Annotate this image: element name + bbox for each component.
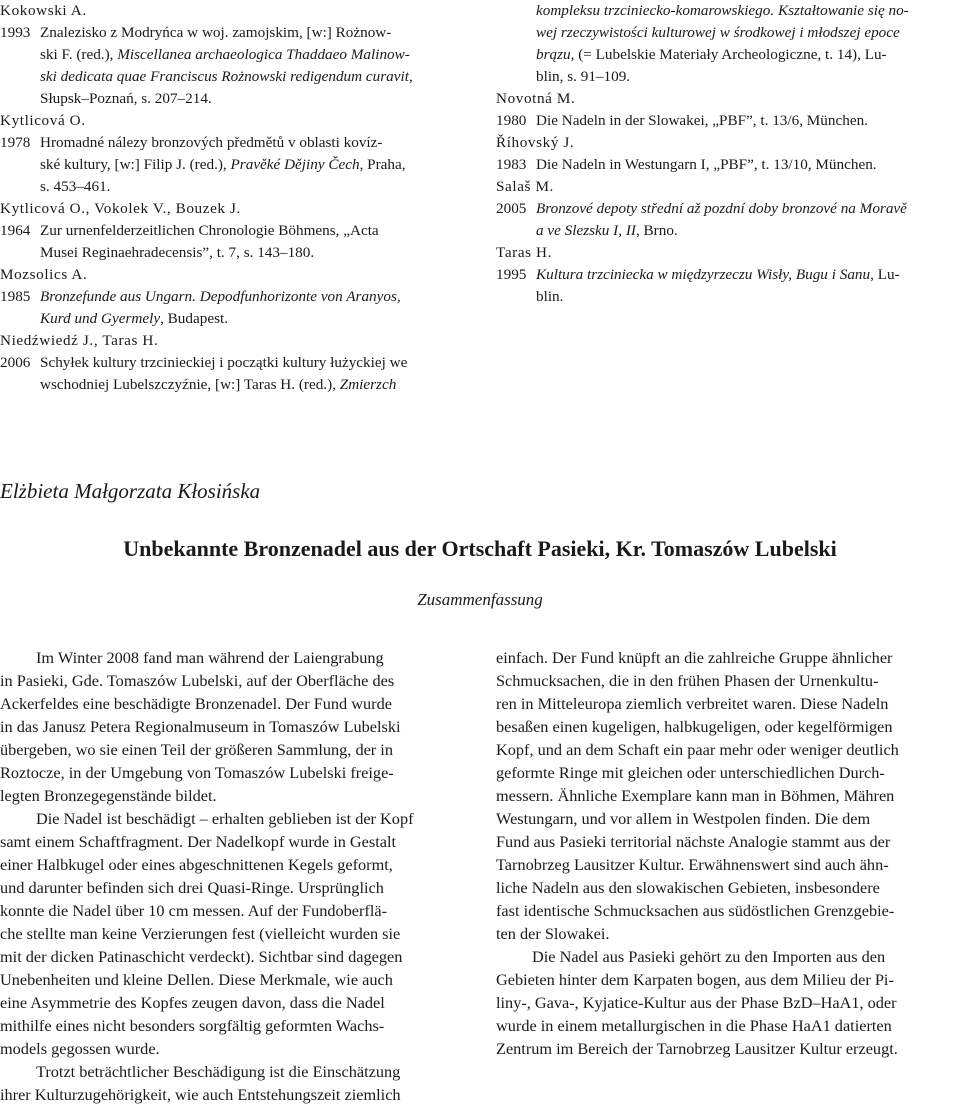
bib-italic-text: wej rzeczywistości kulturowej w środkowej i młodszej epoce: [536, 24, 900, 41]
bib-text: [536, 0, 960, 88]
bib-year: 1978: [0, 134, 31, 151]
bib-plain-text: Die Nadeln in Westungarn I, „PBF”, t. 13/10, München.: [536, 156, 877, 173]
bib-plain-text: , Praha,: [359, 156, 406, 173]
abstract-line: einfach. Der Fund knüpft an die zahlreiche Gruppe ähnlicher: [496, 648, 893, 667]
abstract-line: che stellte man keine Verzierungen fest (vielleicht wurden sie: [0, 924, 401, 943]
bib-entry: [0, 352, 472, 396]
bib-plain-text: , (= Lubelskie Materiały Archeologiczne, t. 14), Lu-: [570, 46, 887, 63]
abstract-line: besaßen einen kugeligen, halbkugeligen, oder kegelförmigen: [496, 717, 893, 736]
bib-entry: [496, 264, 960, 308]
bib-plain-text: ,: [408, 68, 413, 85]
bib-line: [40, 286, 472, 308]
article-title: Unbekannte Bronzenadel aus der Ortschaft Pasieki, Kr. Tomaszów Lubelski: [123, 536, 837, 561]
bib-text: [40, 352, 472, 396]
bib-text: [40, 286, 472, 330]
abstract-line: Westungarn, und vor allem in Westpolen finden. Die dem: [496, 809, 871, 828]
bib-year: 1985: [0, 288, 31, 305]
bib-author: Kytlicová O., Vokolek V., Bouzek J.: [0, 200, 241, 217]
abstract-paragraph: [0, 646, 472, 807]
bib-italic-text: Bronzové depoty střední až pozdní doby bronzové na Moravě: [536, 200, 907, 217]
bib-plain-text: , Budapest.: [160, 310, 228, 327]
abstract-line: liny-, Gava-, Kyjatice-Kultur aus der Phase BzD–HaA1, oder: [496, 993, 897, 1012]
bib-line: [536, 22, 960, 44]
bib-year: 2005: [496, 200, 527, 217]
bib-year: 1995: [496, 266, 527, 283]
bib-plain-text: Zur urnenfelderzeitlichen Chronologie Böhmens, „Acta: [40, 222, 379, 239]
bib-plain-text: Schyłek kultury trzcinieckiej i początki kultury łużyckiej we: [40, 354, 408, 371]
bib-line: [536, 0, 960, 22]
bib-year: 1980: [496, 112, 527, 129]
abstract-line: Roztocze, in der Umgebung von Tomaszów Lubelski freige-: [0, 763, 394, 782]
bib-plain-text: Słupsk–Poznań, s. 207–214.: [40, 90, 212, 107]
abstract-line: mit der dicken Patinaschicht verdeckt). Sichtbar sind dagegen: [0, 947, 403, 966]
abstract-line: ren in Mitteleuropa ziemlich verbreitet waren. Diese Nadeln: [496, 694, 889, 713]
bib-text: [536, 264, 960, 308]
bib-italic-text: Kurd und Gyermely: [40, 310, 161, 327]
bib-text: [536, 198, 960, 242]
bib-line: [536, 264, 960, 286]
bib-plain-text: blin, s. 91–109.: [536, 68, 631, 85]
bib-line: [40, 88, 472, 110]
bib-line: [536, 110, 960, 132]
bibliography-right-column: [496, 0, 960, 308]
bib-line: [40, 220, 472, 242]
bib-italic-text: ski dedicata quae Franciscus Rożnowski redigendum curavit: [40, 68, 409, 85]
bib-line: [536, 44, 960, 66]
bib-plain-text: Die Nadeln in der Slowakei, „PBF”, t. 13/6, München.: [536, 112, 868, 129]
bib-italic-text: kompleksu trzciniecko-komarowskiego. Kształtowanie się no-: [536, 2, 909, 19]
bib-year: [496, 0, 536, 88]
bib-year: 1993: [0, 24, 31, 41]
abstract-line: Schmucksachen, die in den frühen Phasen der Urnenkultu-: [496, 671, 879, 690]
bib-author: Salaš M.: [496, 178, 554, 195]
bib-italic-text: a ve Slezsku I, II: [536, 222, 636, 239]
abstract-line: Kopf, und an dem Schaft ein paar mehr oder weniger deutlich: [496, 740, 899, 759]
bib-line: [536, 286, 960, 308]
abstract-right-column: [496, 646, 960, 1060]
bib-entry: [496, 198, 960, 242]
bib-text: [40, 22, 472, 110]
abstract-line: Fund aus Pasieki territorial nächste Analogie stammt aus der: [496, 832, 891, 851]
bib-line: [40, 352, 472, 374]
abstract-line: Trotzt beträchtlicher Beschädigung ist die Einschätzung: [36, 1062, 401, 1081]
abstract-paragraph: [0, 807, 472, 1060]
abstract-paragraph: [0, 1060, 472, 1106]
bib-line: [40, 22, 472, 44]
abstract-line: Gebieten hinter dem Karpaten bogen, aus dem Milieu der Pi-: [496, 970, 894, 989]
abstract-line: ten der Slowakei.: [496, 924, 610, 943]
bib-italic-text: Kultura trzciniecka w międzyrzeczu Wisły, Bugu i Sanu: [536, 266, 871, 283]
bib-author: Kokowski A.: [0, 2, 87, 19]
bib-year: 2006: [0, 354, 31, 371]
bib-italic-text: Miscellanea archaeologica Thaddaeo Malinow-: [117, 46, 410, 63]
bib-year: 1983: [496, 156, 527, 173]
abstract-paragraph: [496, 646, 960, 945]
abstract-left-column: [0, 646, 472, 1106]
bib-text: [40, 220, 472, 264]
abstract-line: Tarnobrzeg Lausitzer Kultur. Erwähnenswert sind auch ähn-: [496, 855, 889, 874]
bib-year: 1964: [0, 222, 31, 239]
bib-plain-text: Hromadné nálezy bronzových předmětů v oblasti kovíz-: [40, 134, 383, 151]
bib-line: [40, 308, 472, 330]
bibliography-left-column: [0, 0, 472, 396]
bib-entry: [0, 286, 472, 330]
abstract-line: und darunter befinden sich drei Quasi-Ringe. Ursprünglich: [0, 878, 384, 897]
bib-plain-text: s. 453–461.: [40, 178, 111, 195]
bib-plain-text: ské kultury, [w:] Filip J. (red.),: [40, 156, 231, 173]
bib-plain-text: Musei Reginaehradecensis”, t. 7, s. 143–180.: [40, 244, 315, 261]
abstract-line: Die Nadel ist beschädigt – erhalten geblieben ist der Kopf: [36, 809, 414, 828]
abstract-line: eine Asymmetrie des Kopfes zeugen davon, dass die Nadel: [0, 993, 385, 1012]
bib-author: Niedźwiedź J., Taras H.: [0, 332, 159, 349]
abstract-line: samt einem Schaftfragment. Der Nadelkopf wurde in Gestalt: [0, 832, 397, 851]
bib-line: [40, 44, 472, 66]
bib-line: [536, 198, 960, 220]
bib-plain-text: , Brno.: [635, 222, 678, 239]
bib-italic-text: Bronzefunde aus Ungarn. Depodfunhorizonte von Aranyos,: [40, 288, 401, 305]
bib-line: [40, 176, 472, 198]
abstract-line: Ackerfeldes eine beschädigte Bronzenadel. Der Fund wurde: [0, 694, 392, 713]
bib-text: [536, 110, 960, 132]
bib-plain-text: blin.: [536, 288, 564, 305]
bib-author: Taras H.: [496, 244, 553, 261]
article-author: Elżbieta Małgorzata Kłosińska: [0, 479, 261, 503]
bib-entry: [0, 132, 472, 198]
abstract-line: übergeben, wo sie einen Teil der größeren Sammlung, der in: [0, 740, 393, 759]
bib-line: [40, 132, 472, 154]
abstract-line: models gegossen wurde.: [0, 1039, 160, 1058]
bib-entry: [496, 110, 960, 132]
bib-author: Mozsolics A.: [0, 266, 88, 283]
abstract-line: geformte Ringe mit gleichen oder unterschiedlichen Durch-: [496, 763, 885, 782]
bib-italic-text: Zmierzch: [339, 376, 397, 393]
abstract-line: mithilfe eines nicht besonders sorgfältig geformten Wachs-: [0, 1016, 385, 1035]
bib-entry: [496, 0, 960, 88]
bib-italic-text: Pravěké Dějiny Čech: [230, 156, 360, 173]
bib-line: [40, 374, 472, 396]
bib-line: [40, 154, 472, 176]
abstract-line: Unebenheiten und kleine Dellen. Diese Merkmale, wie auch: [0, 970, 393, 989]
abstract-line: Im Winter 2008 fand man während der Laiengrabung: [36, 648, 384, 667]
bib-text: [536, 154, 960, 176]
bib-plain-text: ski F. (red.),: [40, 46, 118, 63]
abstract-line: in das Janusz Petera Regionalmuseum in Tomaszów Lubelski: [0, 717, 401, 736]
abstract-line: legten Bronzegegenstände bildet.: [0, 786, 217, 805]
abstract-line: einer Halbkugel oder eines abgeschnittenen Kegels geformt,: [0, 855, 393, 874]
bib-author: Říhovský J.: [496, 134, 575, 151]
abstract-line: Zentrum im Bereich der Tarnobrzeg Lausitzer Kultur erzeugt.: [496, 1039, 898, 1058]
bib-text: [40, 132, 472, 198]
bib-line: [536, 66, 960, 88]
abstract-line: in Pasieki, Gde. Tomaszów Lubelski, auf der Oberfläche des: [0, 671, 395, 690]
abstract-line: messern. Ähnliche Exemplare kann man in Böhmen, Mähren: [496, 786, 895, 805]
bib-entry: [496, 154, 960, 176]
bib-plain-text: wschodniej Lubelszczyźnie, [w:] Taras H. (red.),: [40, 376, 340, 393]
abstract-line: Die Nadel aus Pasieki gehört zu den Importen aus den: [532, 947, 886, 966]
abstract-paragraph: [496, 945, 960, 1060]
bib-plain-text: Znalezisko z Modryńca w woj. zamojskim, [w:] Rożnow-: [40, 24, 392, 41]
bib-author: Novotná M.: [496, 90, 576, 107]
abstract-line: konnte die Nadel über 10 cm messen. Auf der Fundoberflä-: [0, 901, 388, 920]
bib-entry: [0, 22, 472, 110]
abstract-line: ihrer Kulturzugehörigkeit, wie auch Entstehungszeit ziemlich: [0, 1085, 401, 1104]
bib-author: Kytlicová O.: [0, 112, 86, 129]
bib-italic-text: brązu: [536, 46, 571, 63]
section-heading: Zusammenfassung: [417, 590, 543, 609]
bib-entry: [0, 220, 472, 264]
bib-plain-text: , Lu-: [870, 266, 900, 283]
bib-line: [536, 220, 960, 242]
abstract-line: wurde in einem metallurgischen in die Phase HaA1 datierten: [496, 1016, 892, 1035]
bib-line: [40, 242, 472, 264]
bib-line: [536, 154, 960, 176]
abstract-line: fast identische Schmucksachen aus südöstlichen Grenzgebie-: [496, 901, 895, 920]
bib-line: [40, 66, 472, 88]
abstract-line: liche Nadeln aus den slowakischen Gebieten, insbesondere: [496, 878, 880, 897]
